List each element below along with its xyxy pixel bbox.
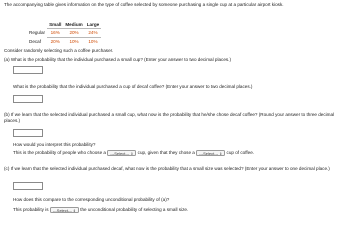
coffee-table	[27, 21, 101, 46]
table-header-small: Small	[49, 21, 62, 27]
part-c-compare-sentence	[13, 207, 348, 213]
table-cell: 20%	[63, 29, 84, 38]
row-label-decaf: Decaf	[29, 38, 42, 44]
sentence-text: the unconditional probability of selecting a small size.	[80, 207, 189, 213]
part-b-interpret-prompt: How would you interpret this probability?	[13, 142, 96, 147]
sentence-text: This is the probability of people who choose a	[13, 150, 106, 156]
select-label: ---Select---	[110, 151, 130, 156]
sentence-text: cup of coffee.	[226, 150, 255, 156]
size-select-1[interactable]	[107, 150, 136, 156]
table-header-medium: Medium	[65, 21, 83, 27]
table-header-large: Large	[86, 21, 100, 27]
part-a-question-2: What is the probability that the individual purchased a cup of decaf coffee? (Enter your answer to two decimal places.)	[13, 84, 253, 89]
table-header-row	[27, 21, 101, 29]
size-select-2[interactable]	[196, 150, 225, 156]
table-header-blank	[27, 21, 47, 29]
problem-intro: The accompanying table gives information on the type of coffee selected by someone purchasing a single cup at a particular airport kiosk.	[4, 2, 284, 7]
part-a-question-1: (a) What is the probability that the individual purchased a small cup? (Enter your answer to two decimal places.)	[4, 57, 231, 62]
part-c-compare-prompt: How does this compare to the corresponding unconditional probability of (a)?	[13, 197, 170, 202]
part-b-interpret-sentence	[13, 150, 348, 156]
table-row	[27, 29, 101, 38]
chevron-updown-icon: ⇕	[219, 152, 223, 156]
chevron-updown-icon: ⇕	[130, 152, 134, 156]
table-cell: 10%	[85, 38, 102, 47]
table-cell: 10%	[63, 38, 84, 47]
table-row	[27, 38, 101, 47]
table-cell: 20%	[47, 38, 63, 47]
sentence-text: This probability is	[13, 207, 49, 213]
answer-b-input[interactable]	[13, 129, 43, 137]
table-cell: 24%	[85, 29, 102, 38]
part-b-question: (b) If we learn that the selected individual purchased a small cup, what now is the probability that he/she chose decaf coffee? (Round your answer to three decimal places.)	[4, 112, 335, 123]
sentence-text: cup, given that they chose a	[137, 150, 195, 156]
part-c-question: (c) If we learn that the selected individual purchased decaf, what now is the probability that a small size was selected? (Enter your answer to one decimal place.)	[4, 166, 330, 171]
answer-c-input[interactable]	[13, 182, 43, 190]
answer-a1-input[interactable]	[13, 66, 43, 74]
table-cell: 16%	[47, 29, 63, 38]
select-label: ---Select---	[199, 151, 219, 156]
consider-text: Consider randomly selecting such a coffee purchaser.	[4, 48, 114, 53]
answer-a2-input[interactable]	[13, 95, 43, 103]
select-label: ---Select---	[52, 208, 72, 213]
row-label-regular: Regular	[29, 30, 46, 36]
comparison-select[interactable]	[50, 207, 79, 213]
chevron-updown-icon: ⇕	[72, 209, 76, 213]
